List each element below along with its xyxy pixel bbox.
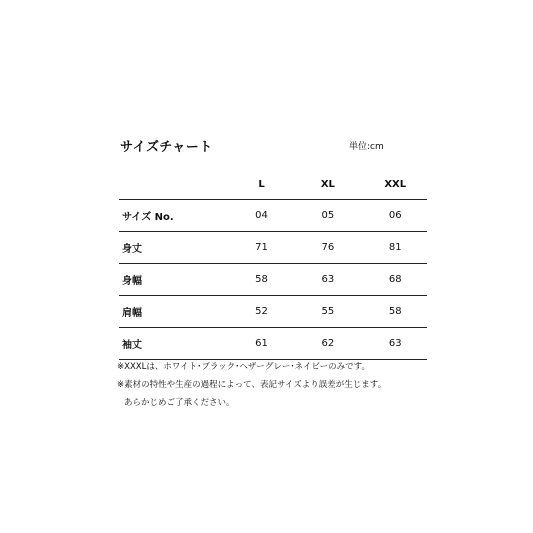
- cell-xxl: 63: [364, 328, 428, 360]
- cell-l: 52: [231, 296, 292, 328]
- table-row: [119, 232, 427, 264]
- header-size-xxl: XXL: [364, 170, 428, 200]
- unit-label: 単位:cm: [349, 142, 384, 152]
- page-title: サイズチャート: [120, 140, 213, 155]
- table-row: [119, 264, 427, 296]
- row-label: 袖丈: [119, 328, 231, 360]
- note-size-variance: ※素材の特性や生産の過程によって、表記サイズより誤差が生じます。: [117, 380, 387, 390]
- header-label-cell: [119, 170, 231, 200]
- header-size-l: L: [231, 170, 292, 200]
- cell-xxl: 06: [364, 200, 428, 232]
- cell-xxl: 68: [364, 264, 428, 296]
- cell-xl: 62: [292, 328, 363, 360]
- table-row: [119, 328, 427, 360]
- row-label: 肩幅: [119, 296, 231, 328]
- cell-l: 61: [231, 328, 292, 360]
- table-row: [119, 200, 427, 232]
- size-table: [119, 170, 427, 360]
- cell-xl: 76: [292, 232, 363, 264]
- cell-xl: 05: [292, 200, 363, 232]
- cell-l: 04: [231, 200, 292, 232]
- cell-l: 71: [231, 232, 292, 264]
- header-row: [119, 170, 427, 200]
- row-label: サイズ No.: [119, 200, 231, 232]
- table-row: [119, 296, 427, 328]
- row-label: 身丈: [119, 232, 231, 264]
- note-acknowledgement: あらかじめご了承ください。: [124, 398, 235, 408]
- cell-xl: 63: [292, 264, 363, 296]
- header-size-xl: XL: [292, 170, 363, 200]
- cell-l: 58: [231, 264, 292, 296]
- cell-xxl: 58: [364, 296, 428, 328]
- cell-xl: 55: [292, 296, 363, 328]
- table-body: [119, 200, 427, 360]
- cell-xxl: 81: [364, 232, 428, 264]
- table-header: [119, 170, 427, 200]
- note-color-availability: ※XXXLは、ホワイト･ブラック･ヘザーグレー･ネイビーのみです。: [117, 362, 370, 372]
- row-label: 身幅: [119, 264, 231, 296]
